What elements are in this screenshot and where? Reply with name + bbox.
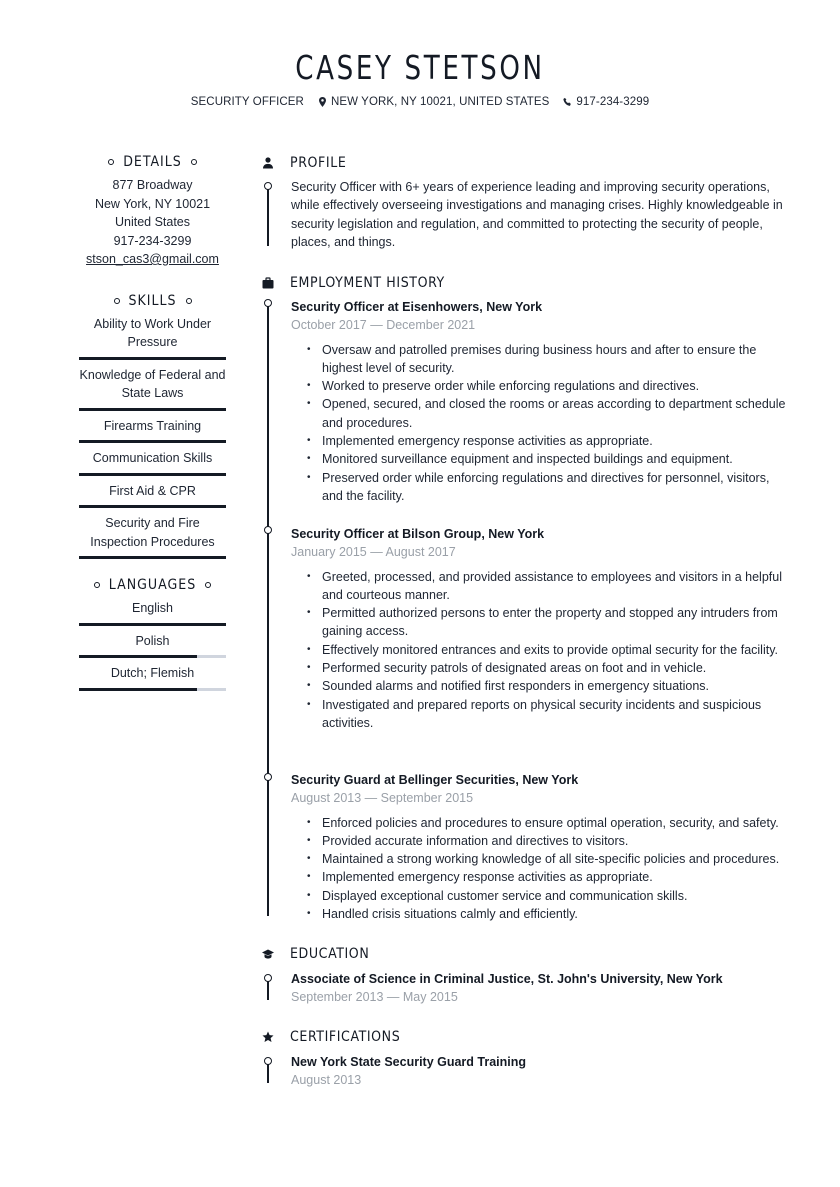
email-link[interactable]: stson_cas3@gmail.com (86, 252, 219, 266)
profile-title: PROFILE (290, 155, 347, 171)
timeline-dot (264, 299, 272, 307)
profile-heading (262, 155, 346, 171)
map-pin-icon (318, 97, 327, 107)
skill-level-fill (79, 473, 226, 476)
address-line-2: New York, NY 10021 (94, 196, 211, 211)
bullet-item: • Implemented emergency response activities as appropriate. (291, 432, 791, 450)
degree-dates: September 2013 — May 2015 (291, 990, 458, 1005)
education-title: EDUCATION (290, 946, 370, 962)
skill-level-fill (79, 505, 226, 508)
person-icon (262, 157, 274, 169)
ring-icon (191, 159, 197, 165)
bullet-item: • Enforced policies and procedures to ensure optimal operation, security, and safety. (291, 814, 791, 832)
timeline-dot (264, 773, 272, 781)
skill-item (79, 411, 226, 444)
header-location (318, 96, 549, 108)
skill-level-fill (79, 556, 226, 559)
bullet-item: • Provided accurate information and directives to visitors. (291, 832, 791, 850)
bullet-item: • Preserved order while enforcing regulations and directives for personnel, visitors, and the facility. (291, 469, 791, 506)
job-entry (291, 771, 791, 923)
phone-icon (563, 97, 572, 107)
skill-level-fill (79, 688, 197, 691)
employment-heading (262, 275, 445, 291)
skill-level-fill (79, 408, 226, 411)
skill-label: Ability to Work Under Pressure (93, 316, 212, 349)
job-bullets (291, 814, 791, 924)
employment-title: EMPLOYMENT HISTORY (290, 275, 445, 291)
bullet-item: • Handled crisis situations calmly and efficiently. (291, 905, 791, 923)
skill-item (79, 593, 226, 626)
header-phone (563, 96, 649, 108)
skill-level-bar (79, 357, 226, 360)
timeline-line (267, 981, 269, 1000)
skill-level-fill (79, 623, 226, 626)
job-entry (291, 525, 791, 732)
skill-label: Communication Skills (92, 451, 213, 465)
details-title: DETAILS (123, 154, 182, 170)
star-icon (262, 1031, 274, 1043)
bullet-item: • Implemented emergency response activities as appropriate. (291, 868, 791, 886)
bullet-item: • Monitored surveillance equipment and inspected buildings and equipment. (291, 450, 791, 468)
phone: 917-234-3299 (113, 233, 192, 248)
skill-label: Firearms Training (103, 418, 202, 433)
ring-icon (94, 582, 100, 588)
bullet-item: • Effectively monitored entrances and exits to provide optimal security for the facility. (291, 641, 791, 659)
skill-label: Polish (135, 633, 170, 648)
candidate-name: CASEY STETSON (295, 48, 545, 87)
certifications-title: CERTIFICATIONS (290, 1029, 401, 1045)
ring-icon (186, 298, 192, 304)
skill-item (79, 508, 226, 559)
skill-level-fill (79, 440, 226, 443)
job-entry (291, 298, 791, 505)
timeline-dot (264, 526, 272, 534)
job-title: Security Officer at Eisenhowers, New York (291, 300, 543, 314)
header-subtitle (0, 96, 840, 108)
certification-date: August 2013 (291, 1073, 362, 1088)
graduation-cap-icon (262, 948, 274, 960)
ring-icon (114, 298, 120, 304)
skill-level-bar (79, 505, 226, 508)
skill-level-bar (79, 655, 226, 658)
skills-list (60, 309, 245, 560)
bullet-item: • Opened, secured, and closed the rooms or areas according to department schedule and procedures. (291, 395, 791, 432)
skill-level-fill (79, 655, 197, 658)
timeline-line (267, 303, 269, 916)
skill-level-bar (79, 688, 226, 691)
bullet-item: • Performed security patrols of designated areas on foot and in vehicle. (291, 659, 791, 677)
skill-item (79, 360, 226, 411)
job-dates: January 2015 — August 2017 (291, 545, 456, 560)
languages-list (60, 593, 245, 691)
header-job-title: SECURITY OFFICER (190, 96, 304, 108)
profile-text: Security Officer with 6+ years of experience leading and improving security operations, while effectively overseeing investigations and managing crises. Highly knowledgeable in security legislation and regulation, and committed to protecting the security of people, places, and things. (291, 180, 783, 249)
degree-title: Associate of Science in Criminal Justice, St. John's University, New York (291, 972, 723, 986)
skill-level-bar (79, 440, 226, 443)
certification-entry (291, 1053, 791, 1090)
sidebar (60, 150, 245, 691)
skill-level-fill (79, 357, 226, 360)
bullet-item: • Oversaw and patrolled premises during business hours and after to ensure the highest level of security. (291, 341, 791, 378)
education-entry (291, 970, 791, 1007)
skill-label: Knowledge of Federal and State Laws (79, 367, 226, 400)
certification-title: New York State Security Guard Training (291, 1055, 527, 1069)
ring-icon (205, 582, 211, 588)
skill-label: First Aid & CPR (109, 483, 196, 498)
skill-item (79, 476, 226, 509)
languages-title: LANGUAGES (108, 577, 197, 593)
header-phone-text: 917-234-3299 (576, 96, 650, 108)
job-title: Security Guard at Bellinger Securities, New York (291, 773, 579, 787)
address-line-1: 877 Broadway (112, 178, 193, 192)
timeline-line (267, 189, 269, 246)
education-heading (262, 946, 369, 962)
ring-icon (108, 159, 114, 165)
skill-level-bar (79, 408, 226, 411)
job-bullets (291, 341, 791, 506)
bullet-item: • Sounded alarms and notified first responders in emergency situations. (291, 677, 791, 695)
bullet-item: • Maintained a strong working knowledge of all site-specific policies and procedures. (291, 850, 791, 868)
job-dates: August 2013 — September 2015 (291, 791, 474, 806)
timeline-line (267, 1064, 269, 1083)
country: United States (114, 215, 191, 229)
skill-label: Dutch; Flemish (110, 666, 195, 680)
skill-item (79, 443, 226, 476)
briefcase-icon (262, 277, 274, 289)
skill-item (79, 658, 226, 691)
bullet-item: • Worked to preserve order while enforcing regulations and directives. (291, 377, 791, 395)
skill-item (79, 626, 226, 659)
certifications-heading (262, 1029, 400, 1045)
skills-title: SKILLS (128, 292, 177, 309)
skill-item (79, 309, 226, 360)
details-heading (60, 150, 245, 174)
header-location-text: NEW YORK, NY 10021, UNITED STATES (330, 96, 550, 108)
bullet-item: • Displayed exceptional customer service and communication skills. (291, 887, 791, 905)
skill-label: English (132, 601, 173, 615)
skill-level-bar (79, 473, 226, 476)
job-title: Security Officer at Bilson Group, New York (291, 527, 545, 541)
skill-label: Security and Fire Inspection Procedures (90, 516, 215, 549)
job-dates: October 2017 — December 2021 (291, 318, 476, 333)
bullet-item: • Greeted, processed, and provided assistance to employees and visitors in a helpful and courteous manner. (291, 568, 791, 605)
job-bullets (291, 568, 791, 733)
bullet-item: • Permitted authorized persons to enter the property and stopped any intruders from gaining access. (291, 604, 791, 641)
skill-level-bar (79, 623, 226, 626)
details-block (60, 176, 245, 269)
skill-level-bar (79, 556, 226, 559)
bullet-item: • Investigated and prepared reports on physical security incidents and suspicious activities. (291, 696, 791, 733)
